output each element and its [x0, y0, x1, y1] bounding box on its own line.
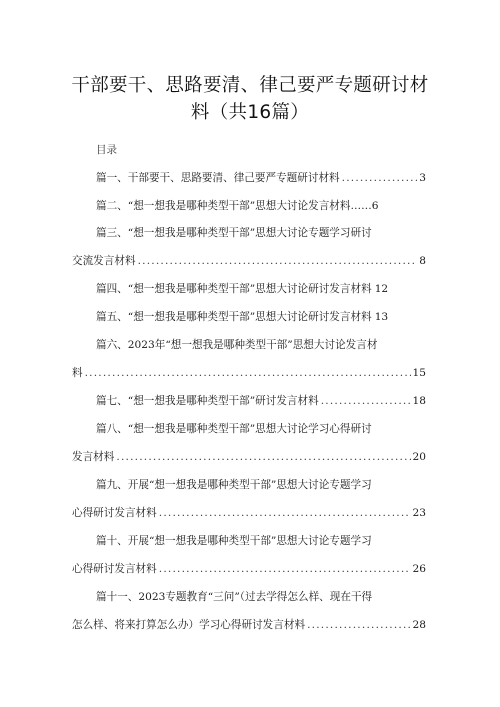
toc-entry-5[interactable] — [96, 310, 426, 324]
toc-entry-7[interactable] — [96, 394, 426, 408]
toc-entry-text-line-1: 篇六、2023年“想一想我是哪种类型干部”思想大讨论发言材 — [96, 339, 378, 351]
toc-entry-6[interactable] — [96, 338, 426, 352]
toc-leader-dots — [307, 618, 410, 632]
toc-entry-1[interactable] — [96, 171, 426, 185]
toc-entry-9-continuation[interactable] — [72, 506, 426, 520]
toc-entry-9[interactable] — [96, 478, 426, 492]
document-title-line-1: 干部要干、思路要清、律己要严专题研讨材 — [71, 75, 429, 96]
toc-entry-page: 28 — [412, 619, 426, 631]
toc-entry-text: 篇七、“想一想我是哪种类型干部”研讨发言材料 — [96, 395, 319, 407]
toc-entry-page: 20 — [412, 451, 426, 463]
toc-entry-page: 26 — [412, 563, 426, 575]
toc-entry-text-line-1: 篇十一、2023专题教育“三问”（过去学得怎么样、现在干得 — [96, 591, 373, 603]
toc-entry-3[interactable] — [96, 226, 426, 240]
toc-leader-dots — [116, 450, 410, 464]
toc-leader-dots — [138, 254, 418, 268]
toc-entry-10-continuation[interactable] — [72, 562, 426, 576]
toc-entry-8[interactable] — [96, 422, 426, 436]
toc-leader-dots — [159, 562, 411, 576]
document-title-line-2: 料（共16篇） — [190, 102, 310, 123]
toc-entry-8-continuation[interactable] — [72, 450, 426, 464]
toc-entry-text-line-1: 篇九、开展“想一想我是哪种类型干部”思想大讨论专题学习 — [96, 479, 372, 491]
toc-entry-text: 篇二、“想一想我是哪种类型干部”思想大讨论发言材料…… — [96, 200, 372, 212]
toc-entry-2[interactable] — [96, 199, 426, 213]
toc-entry-3-continuation[interactable] — [72, 254, 426, 268]
toc-leader-dots — [85, 366, 411, 380]
toc-leader-dots — [321, 394, 411, 408]
toc-entry-text-line-2: 料 — [72, 367, 83, 379]
toc-entry-page: 6 — [371, 200, 379, 212]
toc-entry-text: 篇五、“想一想我是哪种类型干部”思想大讨论研讨发言材料 — [96, 311, 372, 323]
toc-entry-page: 12 — [374, 283, 389, 295]
toc-leader-dots — [159, 506, 411, 520]
toc-heading: 目录 — [96, 144, 117, 156]
toc-entry-text-line-2: 发言材料 — [72, 451, 115, 463]
toc-entry-text-line-2: 怎么样、将来打算怎么办）学习心得研讨发言材料 — [72, 619, 306, 631]
toc-entry-text-line-1: 篇八、“想一想我是哪种类型干部”思想大讨论学习心得研讨 — [96, 423, 372, 435]
toc-entry-text-line-2: 心得研讨发言材料 — [72, 507, 157, 519]
toc-entry-text-line-1: 篇三、“想一想我是哪种类型干部”思想大讨论专题学习研讨 — [96, 227, 372, 239]
toc-entry-text-line-2: 交流发言材料 — [72, 255, 136, 267]
toc-entry-6-continuation[interactable] — [72, 366, 426, 380]
toc-entry-4[interactable] — [96, 282, 426, 296]
toc-entry-text-line-1: 篇十、开展“想一想我是哪种类型干部”思想大讨论专题学习 — [96, 535, 372, 547]
toc-entry-page: 8 — [419, 255, 426, 267]
toc-entry-text: 篇四、“想一想我是哪种类型干部”思想大讨论研讨发言材料 — [96, 283, 372, 295]
toc-entry-11[interactable] — [96, 590, 426, 604]
toc-entry-11-continuation[interactable] — [72, 618, 426, 632]
toc-entry-page: 13 — [374, 311, 389, 323]
toc-entry-text: 篇一、干部要干、思路要清、律己要严专题研讨材料 — [96, 172, 340, 184]
toc-leader-dots — [342, 171, 418, 185]
toc-entry-page: 18 — [412, 395, 426, 407]
toc-entry-page: 3 — [419, 172, 426, 184]
toc-entry-text-line-2: 心得研讨发言材料 — [72, 563, 157, 575]
toc-entry-10[interactable] — [96, 534, 426, 548]
toc-entry-page: 23 — [412, 507, 426, 519]
toc-entry-page: 15 — [412, 367, 426, 379]
